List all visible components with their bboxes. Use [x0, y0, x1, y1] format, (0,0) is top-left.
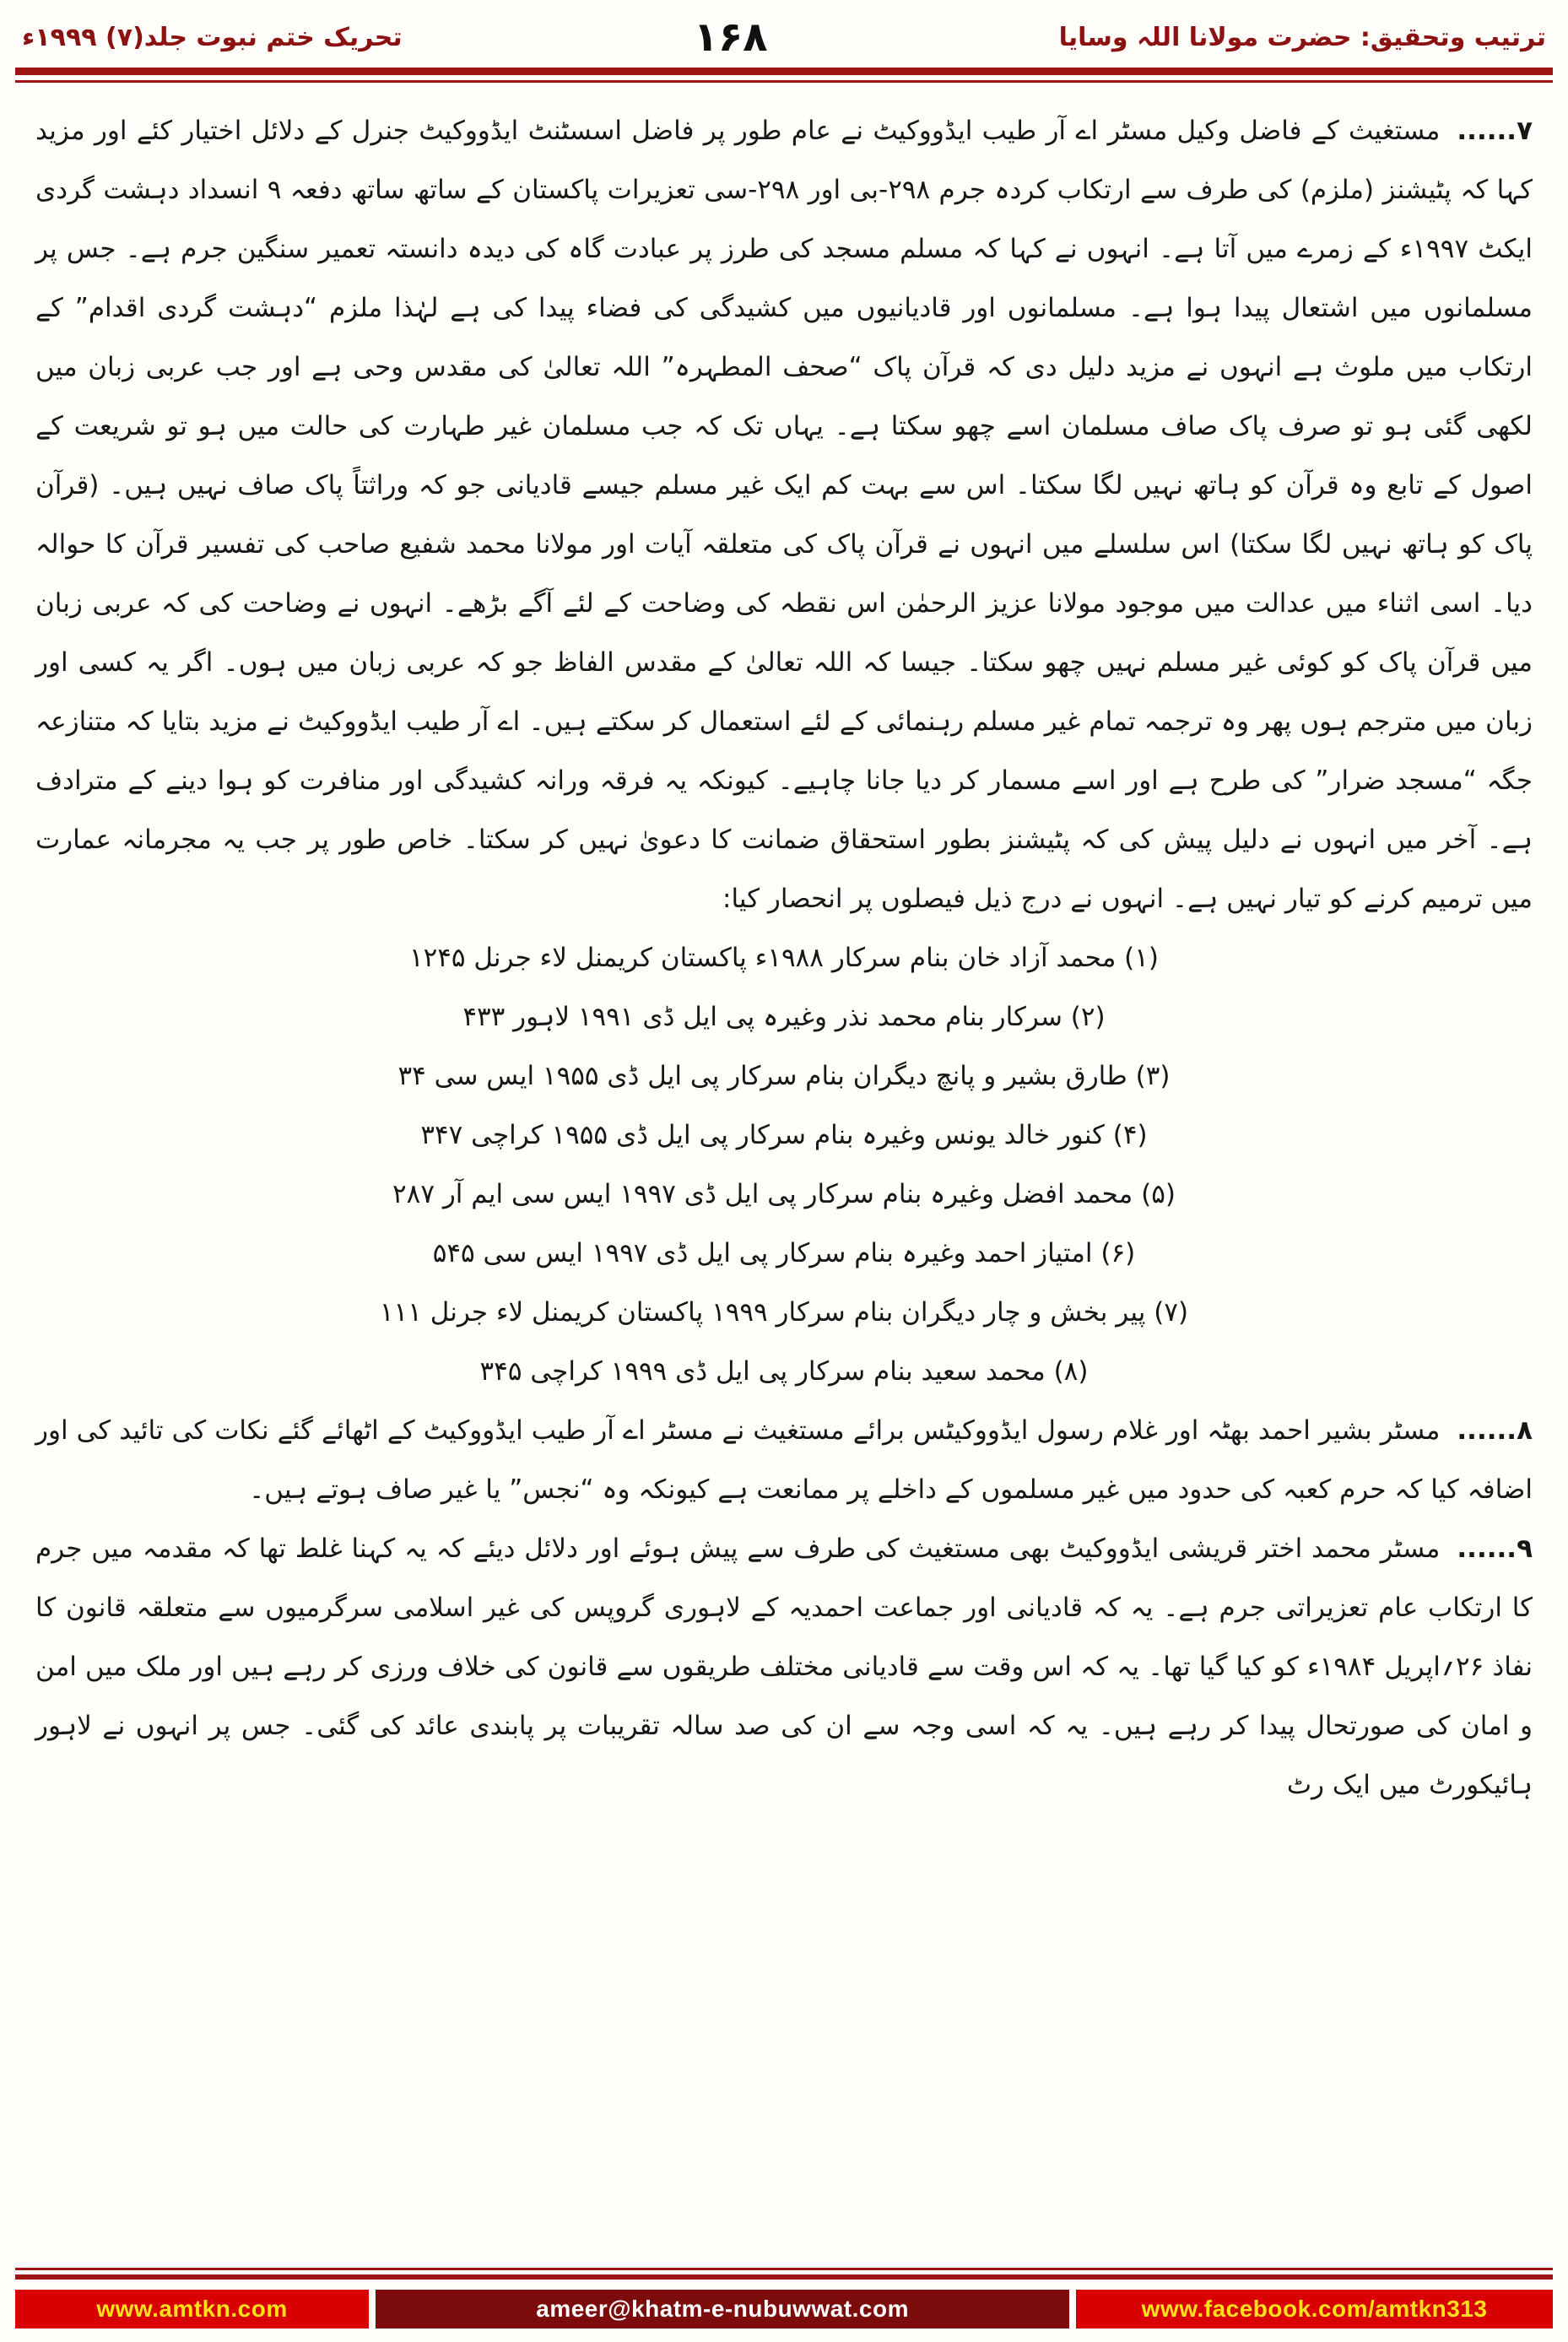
- footer-rule-thick: [15, 2274, 1553, 2280]
- footer-email-link[interactable]: ameer@khatm-e-nubuwwat.com: [376, 2290, 1069, 2328]
- paragraph-8-marker: ۸......: [1457, 1415, 1533, 1446]
- case-citation-5: (۵) محمد افضل وغیرہ بنام سرکار پی ایل ڈی ۱۹۹۷ ایس سی ایم آر ۲۸۷: [392, 1179, 1176, 1209]
- case-citation-6: (۶) امتیاز احمد وغیرہ بنام سرکار پی ایل ڈی ۱۹۹۷ ایس سی ۵۴۵: [432, 1238, 1136, 1268]
- paragraph-9-text: مسٹر محمد اختر قریشی ایڈووکیٹ بھی مستغیث کی طرف سے پیش ہوئے اور دلائل دیئے کہ یہ کہنا غلط تھا کہ مقدمہ میں جرم کا ارتکاب عام تعزیراتی جرم ہے۔ یہ کہ قادیانی اور جماعت احمدیہ کے لاہوری گروپس کی غیر اسلامی سرگرمیوں سے متعلقہ قانون کا نفاذ ۲۶؍اپریل ۱۹۸۴ء کو کیا گیا تھا۔ یہ کہ اس وقت سے قادیانی مختلف طریقوں سے قانون کی خلاف ورزی کر رہے ہیں اور ملک میں امن و امان کی صورتحال پیدا کر رہے ہیں۔ یہ کہ اسی وجہ سے ان کی صد سالہ تقریبات پر پابندی عائد کی گئی۔ جس پر انہوں نے لاہور ہائیکورٹ میں ایک رٹ: [35, 1533, 1533, 1800]
- paragraph-7: [35, 101, 1533, 928]
- case-citation-3: (۳) طارق بشیر و پانچ دیگران بنام سرکار پی ایل ڈی ۱۹۵۵ ایس سی ۳۴: [397, 1061, 1171, 1091]
- footer-website-link[interactable]: www.amtkn.com: [15, 2290, 369, 2328]
- case-citation-7: (۷) پیر بخش و چار دیگران بنام سرکار ۱۹۹۹ پاکستان کریمنل لاء جرنل ۱۱۱: [379, 1297, 1189, 1328]
- page-body: [0, 83, 1568, 2268]
- case-citation-2: (۲) سرکار بنام محمد نذر وغیرہ پی ایل ڈی ۱۹۹۱ لاہور ۴۳۳: [462, 1002, 1106, 1032]
- paragraph-9: [35, 1519, 1533, 1815]
- paragraph-9-marker: ۹......: [1457, 1533, 1533, 1564]
- header-rule-thick: [15, 68, 1553, 75]
- footer-rule-thin: [15, 2268, 1553, 2270]
- header-book-title: تحریک ختم نبوت جلد(۷) ۱۹۹۹ء: [22, 22, 403, 52]
- case-citation-1: (۱) محمد آزاد خان بنام سرکار ۱۹۸۸ء پاکستان کریمنل لاء جرنل ۱۲۴۵: [408, 943, 1160, 973]
- page-header: [0, 0, 1568, 64]
- paragraph-7-marker: ۷......: [1457, 116, 1533, 146]
- case-citation-4: (۴) کنور خالد یونس وغیرہ بنام سرکار پی ایل ڈی ۱۹۵۵ کراچی ۳۴۷: [420, 1120, 1148, 1150]
- paragraph-7-text: مستغیث کے فاضل وکیل مسٹر اے آر طیب ایڈووکیٹ نے عام طور پر فاضل اسسٹنٹ ایڈووکیٹ جنرل کے دلائل اختیار کئے اور مزید کہا کہ پٹیشنز (ملزم) کی طرف سے ارتکاب کردہ جرم ۲۹۸-بی اور ۲۹۸-سی تعزیرات پاکستان کے ساتھ ساتھ دفعہ ۹ انسداد دہشت گردی ایکٹ ۱۹۹۷ء کے زمرے میں آتا ہے۔ انہوں نے کہا کہ مسلم مسجد کی طرز پر عبادت گاہ کی دیدہ دانستہ تعمیر سنگین جرم ہے۔ جس پر مسلمانوں میں اشتعال پیدا ہوا ہے۔ مسلمانوں اور قادیانیوں میں کشیدگی کی فضاء پیدا کی ہے لہٰذا ملزم “دہشت گردی اقدام” کے ارتکاب میں ملوث ہے انہوں نے مزید دلیل دی کہ قرآن پاک “صحف المطہرہ” اللہ تعالیٰ کی مقدس وحی ہے اور جب عربی زبان میں لکھی گئی ہو تو صرف پاک صاف مسلمان اسے چھو سکتا ہے۔ یہاں تک کہ جب مسلمان غیر طہارت کی حالت میں ہو تو شریعت کے اصول کے تابع وہ قرآن کو ہاتھ نہیں لگا سکتا۔ اس سے بہت کم ایک غیر مسلم جیسے قادیانی جو کہ وراثتاً پاک صاف نہیں ہیں۔ (قرآن پاک کو ہاتھ نہیں لگا سکتا) اس سلسلے میں انہوں نے قرآن پاک کی متعلقہ آیات اور مولانا محمد شفیع صاحب کی تفسیر قرآن کا حوالہ دیا۔ اسی اثناء میں عدالت میں موجود مولانا عزیز الرحمٰن اس نقطہ کی وضاحت کے لئے آگے بڑھے۔ انہوں نے وضاحت کی کہ عربی زبان میں قرآن پاک کو کوئی غیر مسلم نہیں چھو سکتا۔ جیسا کہ اللہ تعالیٰ کے مقدس الفاظ جو کہ عربی زبان میں ہوں۔ اگر یہ کسی اور زبان میں مترجم ہوں پھر وہ ترجمہ تمام غیر مسلم رہنمائی کے لئے استعمال کر سکتے ہیں۔ اے آر طیب ایڈووکیٹ نے مزید بتایا کہ متنازعہ جگہ “مسجد ضرار” کی طرح ہے اور اسے مسمار کر دیا جانا چاہیے۔ کیونکہ یہ فرقہ ورانہ کشیدگی اور منافرت کو ہوا دینے کے مترادف ہے۔ آخر میں انہوں نے دلیل پیش کی کہ پٹیشنز بطور استحقاق ضمانت کا دعویٰ نہیں کر سکتا۔ خاص طور پر جب یہ مجرمانہ عمارت میں ترمیم کرنے کو تیار نہیں ہے۔ انہوں نے درج ذیل فیصلوں پر انحصار کیا:: [35, 116, 1533, 914]
- paragraph-8: [35, 1401, 1533, 1519]
- page-footer: [0, 2268, 1568, 2342]
- case-citation-list: [35, 928, 1533, 1401]
- header-compiler-credit: ترتیب وتحقیق: حضرت مولانا اللہ وسایا: [1058, 22, 1546, 52]
- paragraph-8-text: مسٹر بشیر احمد بھٹہ اور غلام رسول ایڈووکیٹس برائے مستغیث نے مسٹر اے آر طیب ایڈووکیٹ کے اٹھائے گئے نکات کی تائید کی اور اضافہ کیا کہ حرم کعبہ کی حدود میں غیر مسلموں کے داخلے پر ممانعت ہے کیونکہ وہ “نجس” یا غیر صاف ہوتے ہیں۔: [35, 1415, 1533, 1505]
- page-number: ۱۶۸: [693, 14, 768, 61]
- footer-facebook-link[interactable]: www.facebook.com/amtkn313: [1076, 2290, 1553, 2328]
- footer-bars: [15, 2290, 1553, 2328]
- case-citation-8: (۸) محمد سعید بنام سرکار پی ایل ڈی ۱۹۹۹ کراچی ۳۴۵: [479, 1356, 1089, 1387]
